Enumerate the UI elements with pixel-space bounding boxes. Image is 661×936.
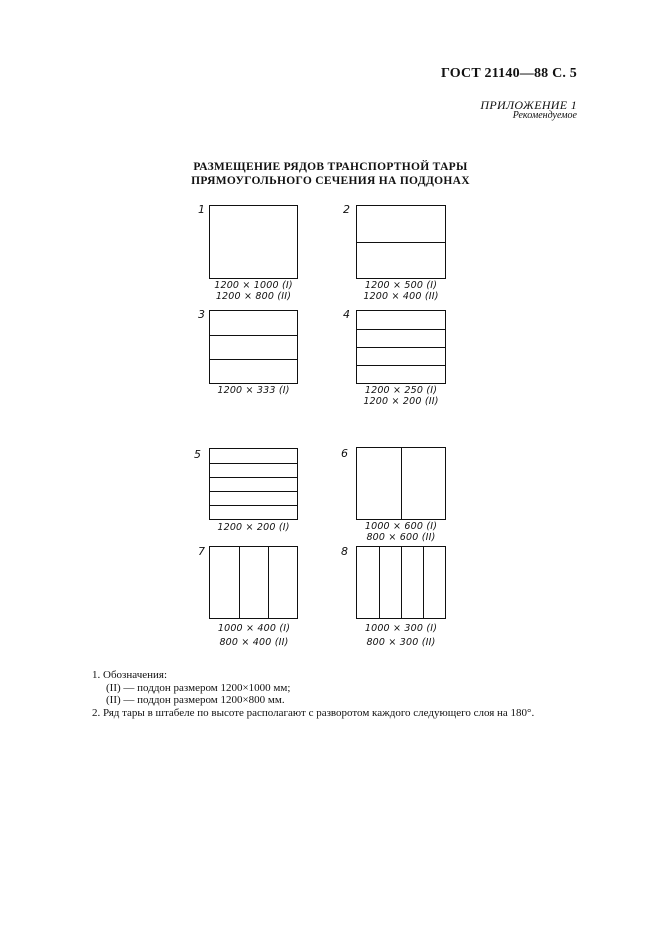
figure-4-row-divider <box>357 329 445 330</box>
figure-2-row-divider <box>357 242 445 243</box>
figure-8-column-divider <box>423 547 424 618</box>
figure-4-caption-line-1: 1200 × 250 (I) <box>364 385 438 396</box>
figure-6-number: 6 <box>341 447 348 460</box>
figure-6-caption <box>356 522 446 543</box>
note-1-designation-b: (II) — поддон размером 1200×800 мм. <box>106 694 285 706</box>
title-line-2: ПРЯМОУГОЛЬНОГО СЕЧЕНИЯ НА ПОДДОНАХ <box>191 175 470 187</box>
figure-6-pallet <box>356 447 446 520</box>
figure-2-number: 2 <box>343 203 350 216</box>
figure-7-caption-line-2: 800 × 400 (II) <box>219 637 289 648</box>
figure-7-column-divider <box>268 547 269 618</box>
figure-5-row-divider <box>210 491 297 492</box>
figure-7-column-divider <box>239 547 240 618</box>
figure-8-caption <box>349 622 453 650</box>
figure-3-row-divider <box>210 359 297 360</box>
figure-5-number: 5 <box>194 448 201 461</box>
figure-1-caption <box>209 281 298 302</box>
figure-1-caption-line-1: 1200 × 1000 (I) <box>214 280 293 291</box>
appendix-status: Рекомендуемое <box>512 110 577 121</box>
figure-8-pallet <box>356 546 446 619</box>
figure-6-caption-line-1: 1000 × 600 (I) <box>364 521 438 532</box>
figure-4-row-divider <box>357 347 445 348</box>
figure-7-pallet <box>209 546 298 619</box>
figure-2-caption <box>356 281 446 302</box>
figure-8-number: 8 <box>341 545 348 558</box>
note-2: 2. Ряд тары в штабеле по высоте располагают с разворотом каждого следующего слоя на 180°. <box>92 706 535 719</box>
figure-1-number: 1 <box>198 203 205 216</box>
figure-3-row-divider <box>210 335 297 336</box>
figure-7-caption-line-1: 1000 × 400 (I) <box>217 623 291 634</box>
figure-4-caption-line-2: 1200 × 200 (II) <box>363 395 439 407</box>
figure-8-column-divider <box>401 547 402 618</box>
figure-5-row-divider <box>210 477 297 478</box>
figure-3-number: 3 <box>198 308 205 321</box>
figure-7-number: 7 <box>198 545 205 558</box>
document-reference: ГОСТ 21140—88 С. 5 <box>440 66 577 81</box>
figure-1-caption-line-2: 1200 × 800 (II) <box>215 290 292 302</box>
page-title <box>0 160 661 188</box>
figure-5-pallet <box>209 448 298 520</box>
figure-6-caption-line-2: 800 × 600 (II) <box>366 531 436 543</box>
figure-5-row-divider <box>210 463 297 464</box>
figure-5-caption-line-1: 1200 × 200 (I) <box>217 522 290 533</box>
figure-4-number: 4 <box>343 308 350 321</box>
figure-6-column-divider <box>401 448 402 519</box>
figure-8-caption-line-1: 1000 × 300 (I) <box>364 623 438 634</box>
figure-2-pallet <box>356 205 446 279</box>
figure-8-column-divider <box>379 547 380 618</box>
figure-4-row-divider <box>357 365 445 366</box>
note-1: 1. Обозначения: <box>92 669 168 681</box>
figure-4-caption <box>356 386 446 407</box>
figure-5-row-divider <box>210 505 297 506</box>
figure-7-caption <box>200 622 308 650</box>
note-1-designation-a: (II) — поддон размером 1200×1000 мм; <box>106 681 291 694</box>
figure-3-caption <box>209 386 298 397</box>
figure-1-pallet <box>209 205 298 279</box>
notes <box>92 669 534 719</box>
appendix-label: ПРИЛОЖЕНИЕ 1 <box>480 98 577 112</box>
figure-3-caption-line-1: 1200 × 333 (I) <box>217 385 290 396</box>
figure-2-caption-line-1: 1200 × 500 (I) <box>364 280 438 291</box>
figure-5-caption <box>209 523 298 534</box>
title-line-1: РАЗМЕЩЕНИЕ РЯДОВ ТРАНСПОРТНОЙ ТАРЫ <box>193 161 468 173</box>
figure-3-pallet <box>209 310 298 384</box>
figure-8-caption-line-2: 800 × 300 (II) <box>366 637 436 648</box>
figure-4-pallet <box>356 310 446 384</box>
figure-2-caption-line-2: 1200 × 400 (II) <box>363 290 439 302</box>
